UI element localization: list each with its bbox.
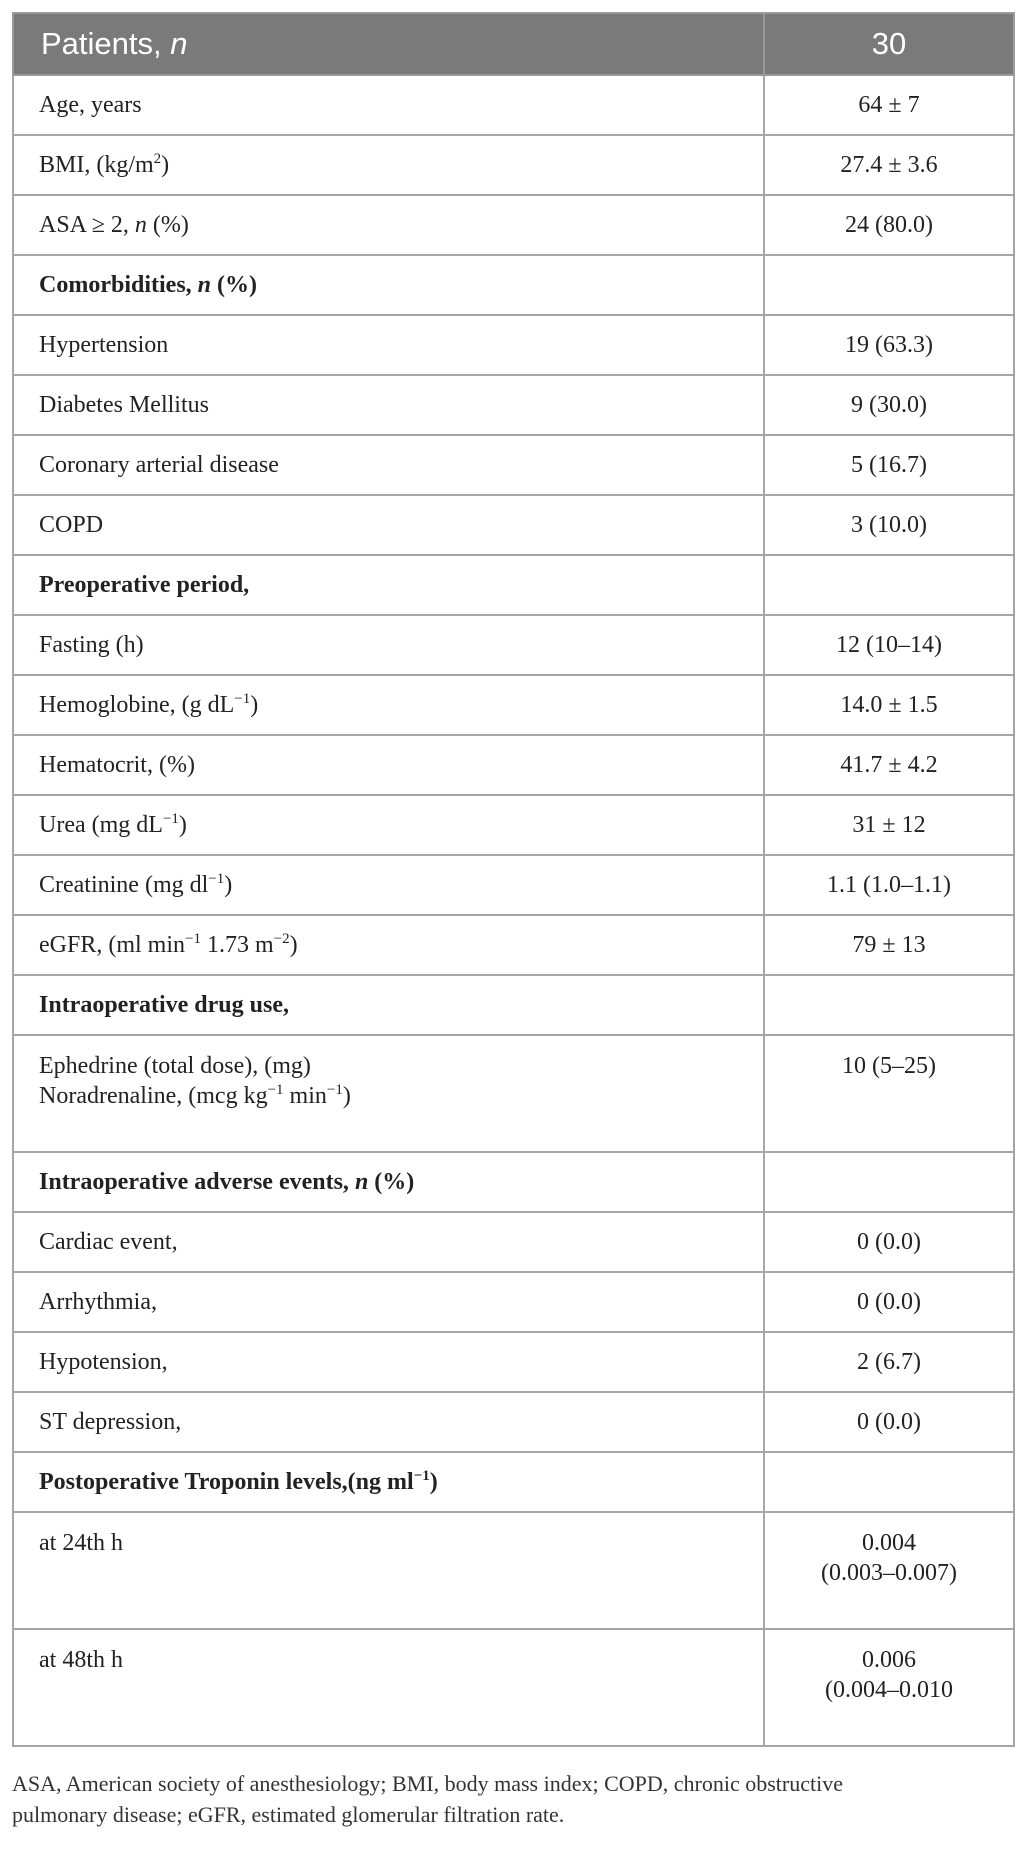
header-label: Patients, n — [13, 13, 764, 75]
table-row-bmi — [13, 135, 1014, 195]
row-label: at 24th h — [13, 1512, 764, 1629]
baseline-characteristics-table — [12, 12, 1013, 1747]
footnote-line: pulmonary disease; eGFR, estimated glomerular filtration rate. — [12, 1802, 565, 1827]
noradrenaline-label: Noradrenaline, (mcg $kg^{-1}$ $\min^{-1}$) — [39, 1082, 351, 1109]
row-value: 14.0 ± 1.5 — [764, 675, 1014, 735]
row-label: Urea (mg $dL^{-1}$) — [13, 795, 764, 855]
row-value: 12 (10–14) — [764, 615, 1014, 675]
row-label: Hemoglobine, (g $dL^{-1}$) — [13, 675, 764, 735]
table-footnote — [12, 1768, 1017, 1830]
row-label: eGFR, (ml $\min^{-1} 1.73$ $m^{-2}$) — [13, 915, 764, 975]
table-row-asa — [13, 195, 1014, 255]
row-value: 0 (0.0) — [764, 1392, 1014, 1452]
empty-cell — [764, 975, 1014, 1035]
row-label: Hematocrit, (%) — [13, 735, 764, 795]
row-value: 19 (63.3) — [764, 315, 1014, 375]
table-row-hemoglobine — [13, 675, 1014, 735]
row-label: Arrhythmia, — [13, 1272, 764, 1332]
ephedrine-label: Ephedrine (total dose), (mg) — [39, 1053, 311, 1079]
section-label: Intraoperative drug use, — [13, 975, 764, 1035]
row-label: BMI, $(kg/m^2)$ — [13, 135, 764, 195]
table-row-ephedrine — [13, 1035, 1014, 1152]
row-value: 0 (0.0) — [764, 1272, 1014, 1332]
table-row-fasting — [13, 615, 1014, 675]
row-value: 31 ± 12 — [764, 795, 1014, 855]
section-row-intraop-drug — [13, 975, 1014, 1035]
row-label: Hypotension, — [13, 1332, 764, 1392]
table-row-age — [13, 75, 1014, 135]
row-label: COPD — [13, 495, 764, 555]
row-value: 0 (0.0) — [764, 1212, 1014, 1272]
table-row-hematocrit — [13, 735, 1014, 795]
row-value: 79 ± 13 — [764, 915, 1014, 975]
row-value: 2 (6.7) — [764, 1332, 1014, 1392]
table-row-diabetes — [13, 375, 1014, 435]
table-row-creatinine — [13, 855, 1014, 915]
section-row-comorbidities — [13, 255, 1014, 315]
section-row-troponin — [13, 1452, 1014, 1512]
empty-cell — [764, 1152, 1014, 1212]
row-label: ST depression, — [13, 1392, 764, 1452]
row-label: Age, years — [13, 75, 764, 135]
section-label: Comorbidities, n (%) — [13, 255, 764, 315]
section-label: Intraoperative adverse events, n (%) — [13, 1152, 764, 1212]
section-label: Postoperative Troponin levels,(ng $ml^{-1}$) — [13, 1452, 764, 1512]
data-table — [12, 12, 1015, 1747]
table-row-cardiac — [13, 1212, 1014, 1272]
section-row-adverse-events — [13, 1152, 1014, 1212]
empty-cell — [764, 555, 1014, 615]
row-label: Diabetes Mellitus — [13, 375, 764, 435]
table-row-urea — [13, 795, 1014, 855]
table-row-troponin-24h — [13, 1512, 1014, 1629]
row-value: 5 (16.7) — [764, 435, 1014, 495]
row-value: 0.004 (0.003–0.007) — [764, 1512, 1014, 1629]
table-row-coronary — [13, 435, 1014, 495]
table-header-row — [13, 13, 1014, 75]
row-value: 1.1 (1.0–1.1) — [764, 855, 1014, 915]
table-row-troponin-48h — [13, 1629, 1014, 1746]
table-row-st-depression — [13, 1392, 1014, 1452]
row-label: ASA ≥ 2, n (%) — [13, 195, 764, 255]
header-value: 30 — [764, 13, 1014, 75]
section-label: Preoperative period, — [13, 555, 764, 615]
row-value: 41.7 ± 4.2 — [764, 735, 1014, 795]
row-value: 64 ± 7 — [764, 75, 1014, 135]
table-row-arrhythmia — [13, 1272, 1014, 1332]
row-label: Hypertension — [13, 315, 764, 375]
footnote-line: ASA, American society of anesthesiology; BMI, body mass index; COPD, chronic obstructive — [12, 1771, 843, 1796]
row-value: 24 (80.0) — [764, 195, 1014, 255]
empty-cell — [764, 255, 1014, 315]
row-label: at 48th h — [13, 1629, 764, 1746]
row-value: 3 (10.0) — [764, 495, 1014, 555]
section-row-preoperative — [13, 555, 1014, 615]
row-value: 27.4 ± 3.6 — [764, 135, 1014, 195]
row-label: Coronary arterial disease — [13, 435, 764, 495]
table-row-egfr — [13, 915, 1014, 975]
table-row-hypotension — [13, 1332, 1014, 1392]
table-row-copd — [13, 495, 1014, 555]
empty-cell — [764, 1452, 1014, 1512]
row-label: Fasting (h) — [13, 615, 764, 675]
row-label: Creatinine (mg $dl^{-1}$) — [13, 855, 764, 915]
table-row-hypertension — [13, 315, 1014, 375]
row-label: Cardiac event, — [13, 1212, 764, 1272]
row-value: 0.006 (0.004–0.010 — [764, 1629, 1014, 1746]
row-label — [13, 1035, 764, 1152]
row-value: 10 (5–25) — [764, 1035, 1014, 1152]
row-value: 9 (30.0) — [764, 375, 1014, 435]
